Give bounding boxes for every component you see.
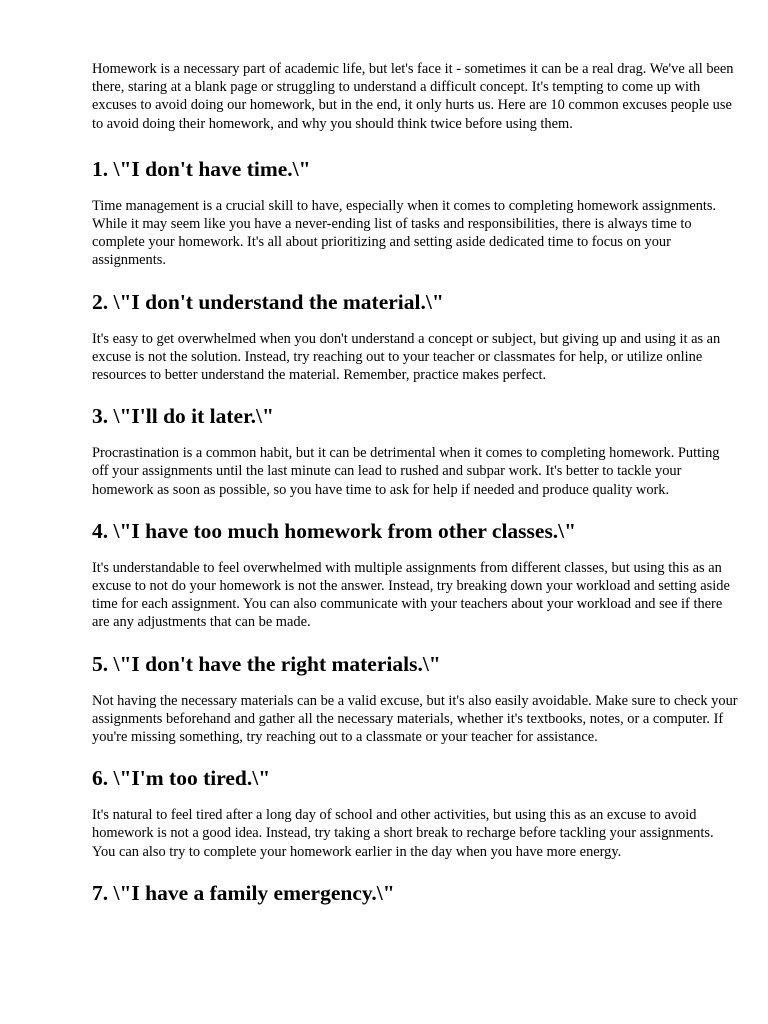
intro-paragraph: Homework is a necessary part of academic life, but let's face it - sometimes it can be a real drag. We've all been there, staring at a blank page or struggling to understand a difficult concept. It's tempting to come up with excuses to avoid doing our homework, but in the end, it only hurts us. Here are 10 common excuses people use to avoid doing their homework, and why you should think twice before using them. [92,61,734,132]
section-1 [92,156,738,270]
section-body: It's understandable to feel overwhelmed with multiple assignments from different classes, but using this as an excuse to not do your homework is not the answer. Instead, try breaking down your workload and setting aside time for each assignment. You can also communicate with your teachers about your workload and see if there are any adjustments that can be made. [92,559,730,631]
section-heading: 4. \"I have too much homework from other classes.\" [92,518,577,543]
section-body: Time management is a crucial skill to have, especially when it comes to completing homework assignments. While it may seem like you have a never-ending list of tasks and responsibilities, there is always time to complete your homework. It's all about prioritizing and setting aside dedicated time to focus on your assignments. [92,197,717,269]
section-2 [92,289,738,385]
section-heading: 6. \"I'm too tired.\" [92,766,271,791]
section-heading: 3. \"I'll do it later.\" [92,404,274,429]
section-heading: 5. \"I don't have the right materials.\" [92,651,441,676]
section-6 [92,765,738,861]
section-body: It's natural to feel tired after a long day of school and other activities, but using this as an excuse to avoid homework is not a good idea. Instead, try taking a short break to recharge before tackling your assignments. You can also try to complete your homework earlier in the day when you have more energy. [92,807,714,860]
section-heading: 1. \"I don't have time.\" [92,156,311,181]
section-3 [92,403,738,499]
section-5 [92,651,738,747]
section-4 [92,518,738,632]
document-page [92,60,738,906]
section-body: Procrastination is a common habit, but it can be detrimental when it comes to completing homework. Putting off your assignments until the last minute can lead to rushed and subpar work. It's better to tackle your homework as soon as possible, so you have time to ask for help if needed and produce quality work. [92,445,720,498]
section-7 [92,880,738,906]
section-body: It's easy to get overwhelmed when you don't understand a concept or subject, but giving up and using it as an excuse is not the solution. Instead, try reaching out to your teacher or classmates for help, or utilize online resources to better understand the material. Remember, practice makes perfect. [92,330,721,384]
section-heading: 2. \"I don't understand the material.\" [92,289,444,314]
section-body: Not having the necessary materials can be a valid excuse, but it's also easily avoidable. Make sure to check your assignments beforehand and gather all the necessary materials, whether it's textbooks, notes, or a computer. If you're missing something, try reaching out to a classmate or your teacher for assistance. [92,692,738,746]
section-heading: 7. \"I have a family emergency.\" [92,880,395,905]
